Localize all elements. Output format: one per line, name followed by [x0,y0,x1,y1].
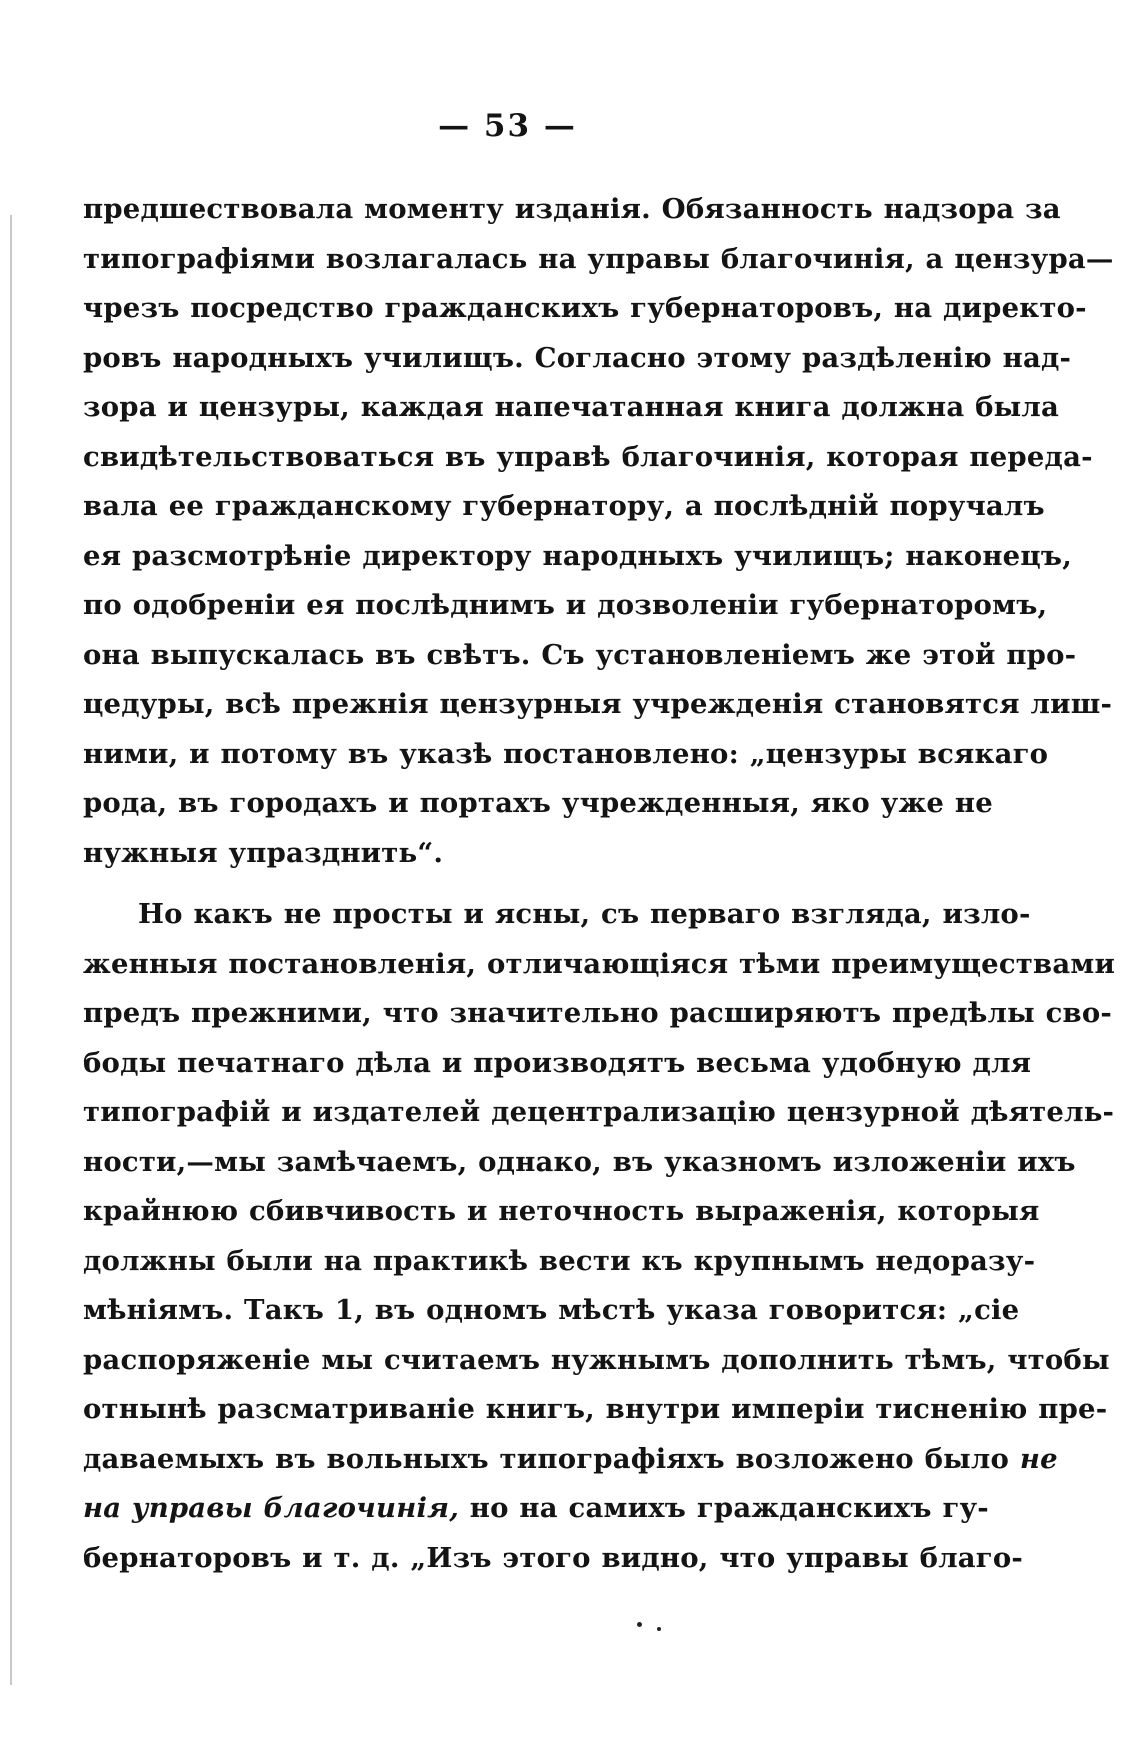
page-number: — 53 — [438,108,577,144]
text-line: ровъ народныхъ училищъ. Согласно этому раздѣленію над- [83,341,1072,374]
text-line: предшествовала моменту изданія. Обязанность надзора за [83,193,1061,225]
print-speck [637,1622,642,1627]
text-line [83,1484,989,1534]
text-line: по одобреніи ея послѣднимъ и дозволеніи губернаторомъ, [83,589,1048,621]
print-speck [657,1627,661,1631]
text-line: нужныя упразднить“. [83,836,444,869]
body-text [83,185,1116,1583]
text-line: вала ее гражданскому губернатору, а послѣдній поручалъ [83,490,1045,522]
paragraph-2 [83,890,1116,1583]
text-run: даваемыхъ въ вольныхъ типографіяхъ возложено было [83,1442,1010,1475]
text-line: свидѣтельствоваться въ управѣ благочинія, которая переда- [83,440,1093,473]
text-line: чрезъ посредство гражданскихъ губернаторовъ, на директо- [83,292,1087,324]
text-line: ними, и потому въ указѣ постановлено: „цензуры всякаго [83,737,1049,770]
text-line: отнынѣ разсматриваніе книгъ, внутри имперіи тисненію пре- [83,1393,1108,1425]
text-line: должны были на практикѣ вести къ крупнымъ недоразу- [83,1244,1036,1277]
text-line: предъ прежними, что значительно расширяютъ предѣлы сво- [83,997,1113,1029]
text-line: женныя постановленія, отличающіяся тѣми преимуществами [83,947,1116,980]
text-line: бернаторовъ и т. д. „Изъ этого видно, что управы благо- [83,1541,1024,1574]
page-spine-edge [10,215,12,1685]
text-line: зора и цензуры, каждая напечатанная книга должна была [83,391,1060,423]
text-run: но на самихъ гражданскихъ гу- [458,1492,989,1524]
text-line: Но какъ не просты и ясны, съ перваго взгляда, изло- [138,898,1031,930]
paragraph-1 [83,185,1114,878]
text-line: типографій и издателей децентрализацію цензурной дѣятель- [83,1096,1115,1128]
text-line: распоряженіе мы считаемъ нужнымъ дополнить тѣмъ, чтобы [83,1343,1110,1376]
text-line: рода, въ городахъ и портахъ учрежденныя, яко уже не [83,787,993,819]
text-line: ности,—мы замѣчаемъ, однако, въ указномъ изложеніи ихъ [83,1145,1076,1178]
text-line: боды печатнаго дѣла и производятъ весьма удобную для [83,1046,1032,1079]
text-line [83,1435,1058,1485]
text-line: она выпускалась въ свѣтъ. Съ установленіемъ же этой про- [83,638,1077,671]
text-line: ея разсмотрѣніе директору народныхъ училищъ; наконецъ, [83,539,1072,572]
text-line: крайнюю сбивчивость и неточность выраженія, которыя [83,1195,1040,1227]
italic-text: на управы благочинія, [83,1492,459,1524]
text-line: мѣніямъ. Такъ 1, въ одномъ мѣстѣ указа говорится: „сіе [83,1294,1020,1326]
text-line: цедуры, всѣ прежнія цензурныя учрежденія становятся лиш- [83,688,1113,720]
text-line: типографіями возлагалась на управы благочинія, а цензура— [83,242,1114,275]
italic-text: не [1019,1442,1058,1475]
